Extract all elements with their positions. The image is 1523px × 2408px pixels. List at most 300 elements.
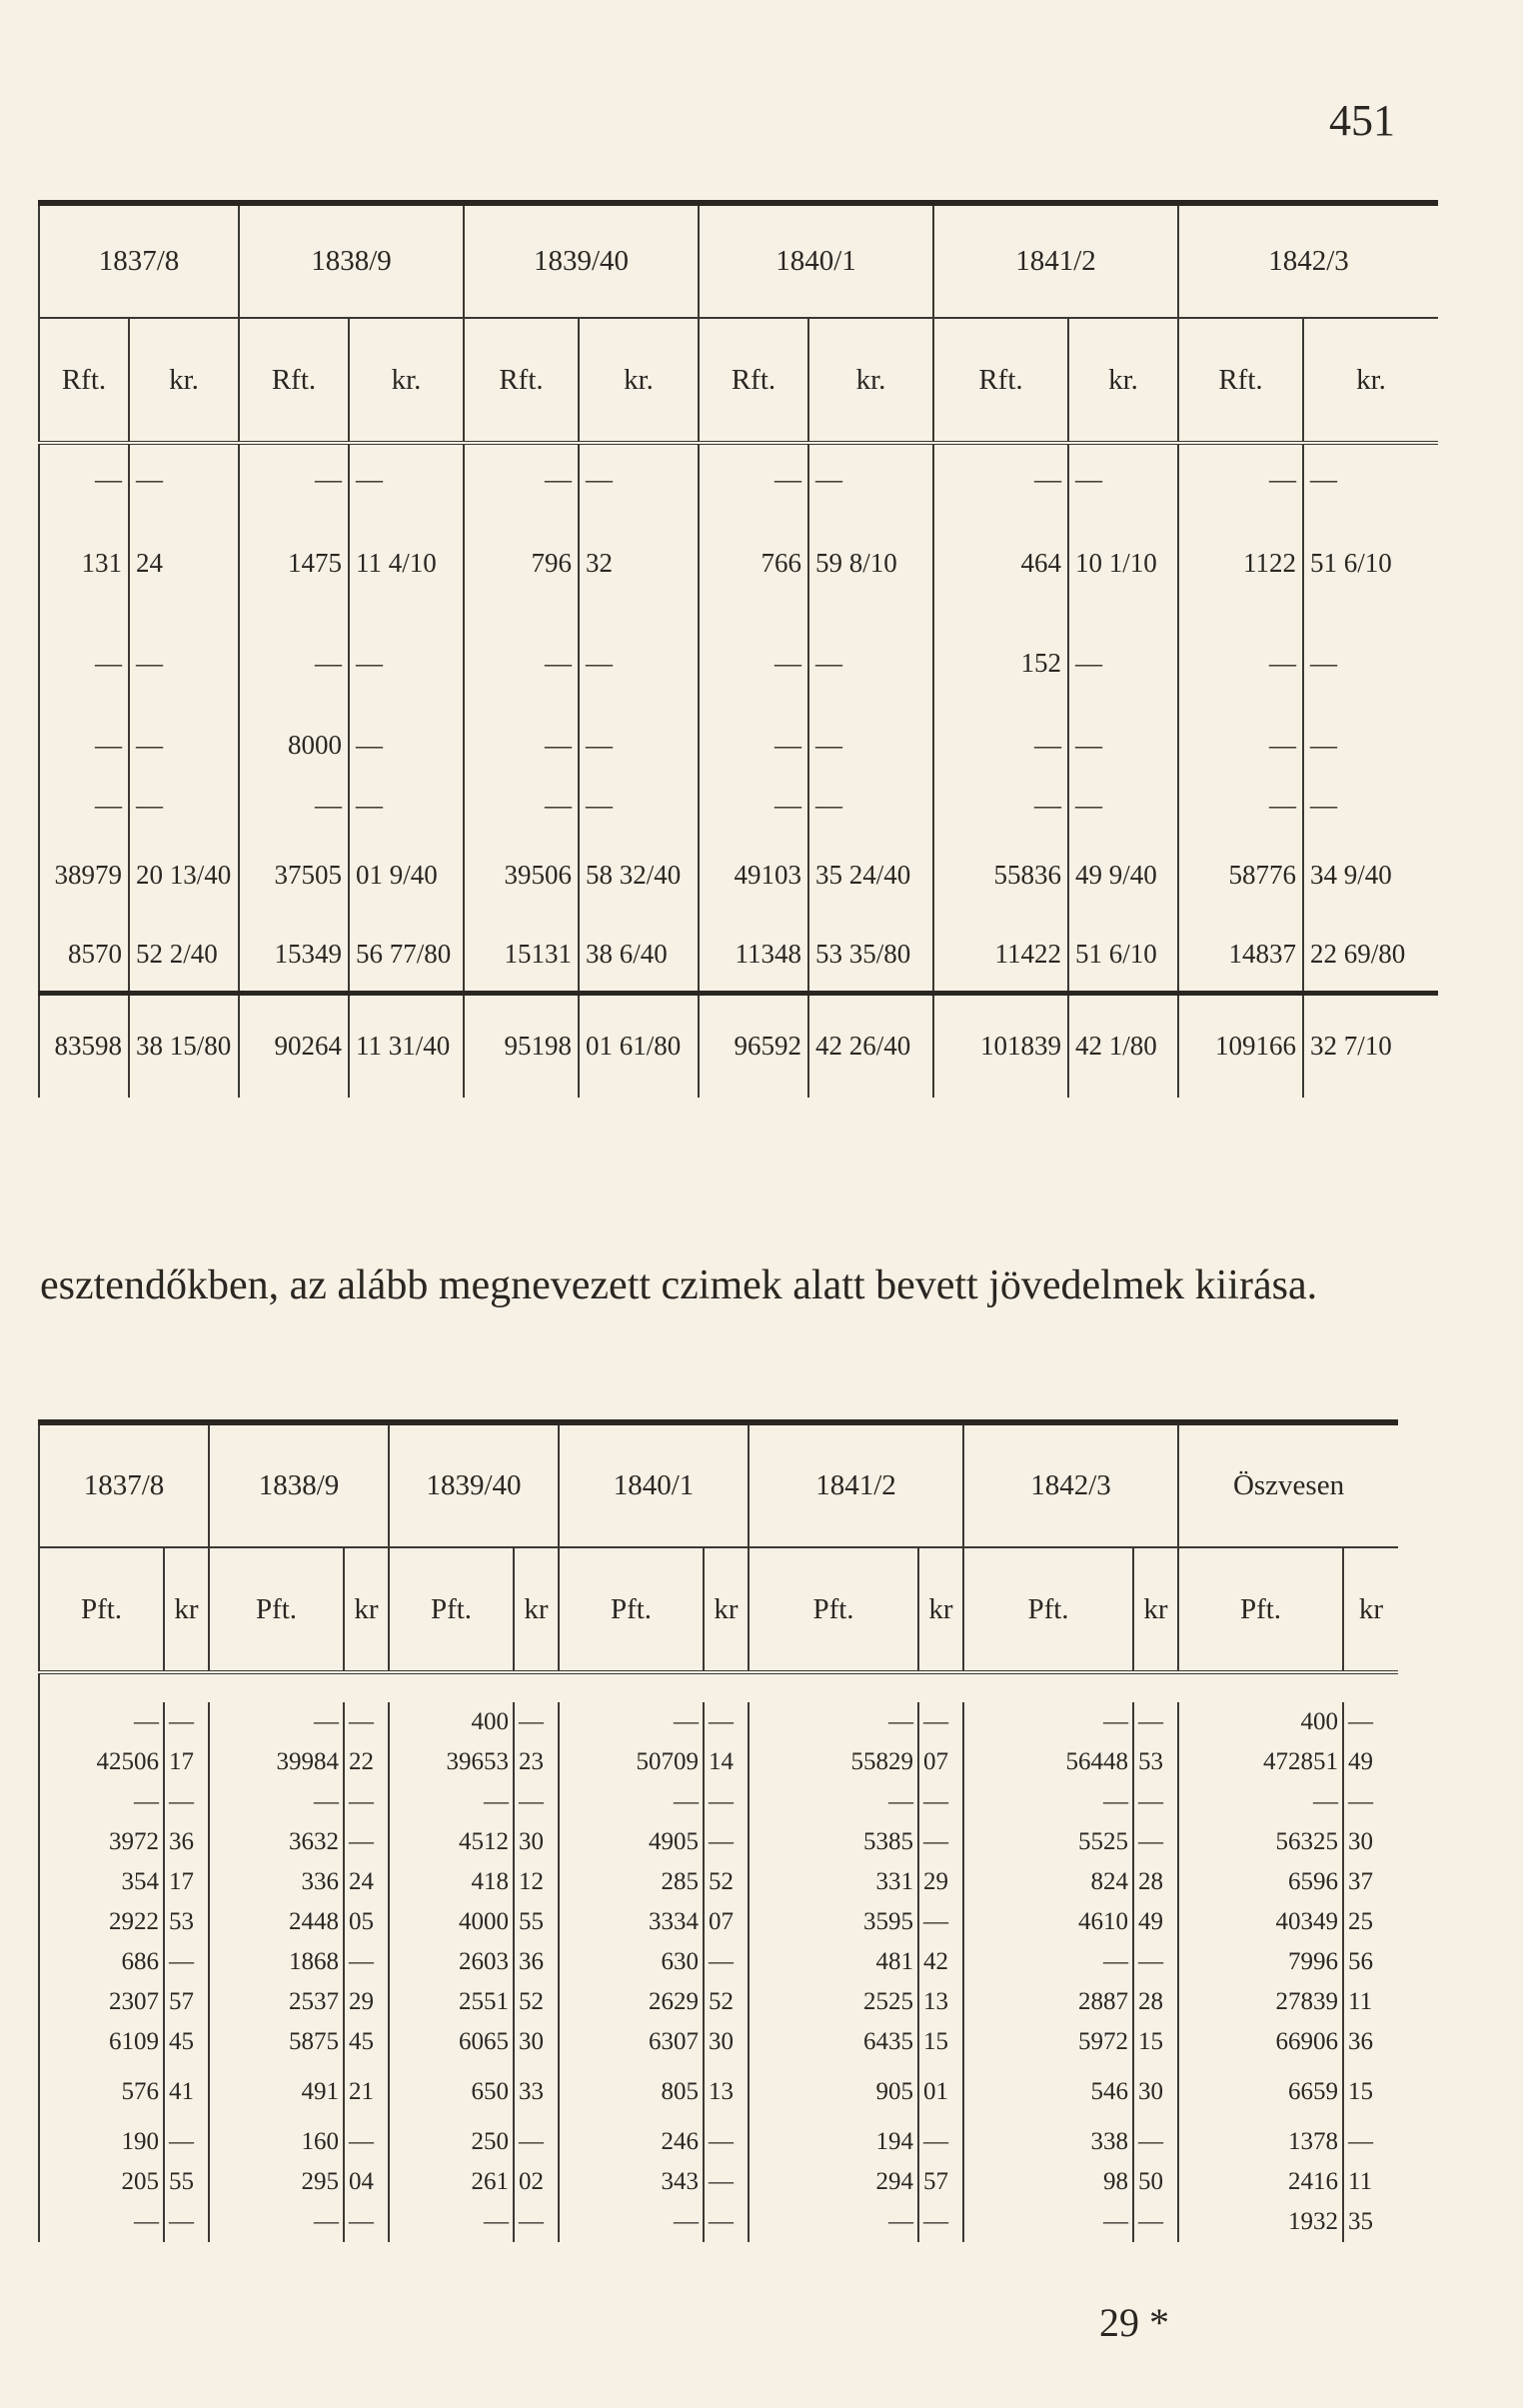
- table-cell: 50709: [559, 1742, 704, 1782]
- table-cell: —: [344, 1822, 389, 1862]
- revenue-table-top: [38, 200, 1438, 1098]
- table-cell: —: [514, 2122, 559, 2162]
- table-cell: 14837: [1178, 918, 1303, 993]
- table-cell: 42: [918, 1942, 963, 1982]
- table-cell: —: [464, 778, 579, 833]
- table-cell: 630: [559, 1942, 704, 1982]
- table-cell: 2448: [209, 1902, 344, 1942]
- table-cell: 3632: [209, 1822, 344, 1862]
- table-cell: 7996: [1178, 1942, 1343, 1982]
- table-cell: —: [1068, 443, 1178, 513]
- table-cell: 35: [1343, 2202, 1398, 2242]
- table-cell: —: [1303, 443, 1438, 513]
- table-row: [39, 918, 1438, 993]
- table-row: [39, 443, 1438, 513]
- table-cell: 2922: [39, 1902, 164, 1942]
- table-cell: —: [1303, 778, 1438, 833]
- table-cell: —: [963, 2202, 1133, 2242]
- unit-header: kr: [164, 1547, 209, 1672]
- table-cell: 24: [129, 513, 239, 613]
- table-cell: 11: [1343, 2162, 1398, 2202]
- table-cell: 13: [918, 1982, 963, 2022]
- table-cell: 464: [933, 513, 1068, 613]
- table-cell: 52: [514, 1982, 559, 2022]
- table-cell: 6596: [1178, 1862, 1343, 1902]
- table-cell: —: [918, 2122, 963, 2162]
- table-cell: —: [699, 778, 808, 833]
- table-cell: 30: [1343, 1822, 1398, 1862]
- table-cell: 56448: [963, 1742, 1133, 1782]
- table-cell: 481: [749, 1942, 918, 1982]
- table-cell: —: [933, 713, 1068, 778]
- table-cell: 52 2/40: [129, 918, 239, 993]
- total-cell: 01 61/80: [579, 993, 699, 1098]
- table-cell: 07: [704, 1902, 749, 1942]
- table-cell: 12: [514, 1862, 559, 1902]
- table-cell: 1932: [1178, 2202, 1343, 2242]
- table-cell: —: [209, 1782, 344, 1822]
- table-cell: 1378: [1178, 2122, 1343, 2162]
- table-cell: —: [559, 2202, 704, 2242]
- unit-header: kr: [704, 1547, 749, 1672]
- table-cell: 38979: [39, 833, 129, 918]
- table-cell: 38 6/40: [579, 918, 699, 993]
- table-cell: 49: [1343, 1742, 1398, 1782]
- table-cell: 39653: [389, 1742, 514, 1782]
- table-row: [39, 2162, 1398, 2202]
- table-cell: 30: [1133, 2062, 1178, 2122]
- year-header-row: [39, 1422, 1398, 1547]
- table-cell: —: [704, 1782, 749, 1822]
- table-cell: 11348: [699, 918, 808, 993]
- table-cell: —: [963, 1782, 1133, 1822]
- table-cell: —: [164, 2202, 209, 2242]
- table-cell: 2551: [389, 1982, 514, 2022]
- table-cell: 15: [918, 2022, 963, 2062]
- table-cell: —: [1133, 2122, 1178, 2162]
- table-cell: 98: [963, 2162, 1133, 2202]
- table-row: [39, 1782, 1398, 1822]
- table-cell: —: [1178, 613, 1303, 713]
- table-cell: —: [1133, 1942, 1178, 1982]
- year-header: 1838/9: [239, 203, 464, 318]
- unit-header: Pft.: [1178, 1547, 1343, 1672]
- table-cell: 766: [699, 513, 808, 613]
- total-cell: 83598: [39, 993, 129, 1098]
- table-cell: —: [699, 713, 808, 778]
- table-cell: —: [1133, 2202, 1178, 2242]
- table-cell: 576: [39, 2062, 164, 2122]
- unit-header: Rft.: [1178, 318, 1303, 443]
- table-cell: —: [1303, 713, 1438, 778]
- year-header: 1842/3: [963, 1422, 1178, 1547]
- unit-header: kr.: [1068, 318, 1178, 443]
- table-cell: 6065: [389, 2022, 514, 2062]
- table-cell: 55836: [933, 833, 1068, 918]
- table-row: [39, 1982, 1398, 2022]
- table-cell: 354: [39, 1862, 164, 1902]
- table-cell: 50: [1133, 2162, 1178, 2202]
- table-cell: 37: [1343, 1862, 1398, 1902]
- table-cell: 418: [389, 1862, 514, 1902]
- table-cell: 34 9/40: [1303, 833, 1438, 918]
- table-row: [39, 1862, 1398, 1902]
- unit-header: kr: [514, 1547, 559, 1672]
- total-cell: 96592: [699, 993, 808, 1098]
- year-header: 1840/1: [559, 1422, 749, 1547]
- table-cell: —: [704, 1822, 749, 1862]
- table-cell: —: [1133, 1822, 1178, 1862]
- table-cell: 15: [1343, 2062, 1398, 2122]
- table-cell: 21: [344, 2062, 389, 2122]
- table-cell: 400: [1178, 1702, 1343, 1742]
- year-header: Öszvesen: [1178, 1422, 1398, 1547]
- table-cell: —: [918, 1822, 963, 1862]
- table-row: [39, 833, 1438, 918]
- table-cell: —: [918, 1782, 963, 1822]
- table-cell: —: [164, 2122, 209, 2162]
- table-cell: —: [749, 1702, 918, 1742]
- table-row: [39, 513, 1438, 613]
- year-header-row: [39, 203, 1438, 318]
- table-cell: 2307: [39, 1982, 164, 2022]
- table-cell: 59 8/10: [808, 513, 933, 613]
- table-cell: 205: [39, 2162, 164, 2202]
- table-cell: 343: [559, 2162, 704, 2202]
- table-cell: 05: [344, 1902, 389, 1942]
- table-cell: 131: [39, 513, 129, 613]
- table-cell: 22 69/80: [1303, 918, 1438, 993]
- table-cell: 246: [559, 2122, 704, 2162]
- table-cell: —: [579, 778, 699, 833]
- table-cell: 53: [164, 1902, 209, 1942]
- table-cell: 8000: [239, 713, 349, 778]
- table-cell: —: [344, 1942, 389, 1982]
- table-cell: 5385: [749, 1822, 918, 1862]
- table-cell: 24: [344, 1862, 389, 1902]
- table-cell: —: [704, 2122, 749, 2162]
- table-cell: —: [1133, 1702, 1178, 1742]
- table-cell: —: [164, 1782, 209, 1822]
- unit-header: kr.: [579, 318, 699, 443]
- table-cell: 5972: [963, 2022, 1133, 2062]
- table-cell: 55829: [749, 1742, 918, 1782]
- table-cell: 49 9/40: [1068, 833, 1178, 918]
- table-cell: —: [933, 443, 1068, 513]
- table-cell: —: [918, 2202, 963, 2242]
- table-cell: 45: [164, 2022, 209, 2062]
- table-cell: 23: [514, 1742, 559, 1782]
- table-cell: 30: [704, 2022, 749, 2062]
- table-cell: 39506: [464, 833, 579, 918]
- table-cell: —: [1178, 713, 1303, 778]
- table-cell: 51 6/10: [1303, 513, 1438, 613]
- table-cell: 20 13/40: [129, 833, 239, 918]
- table-cell: —: [39, 1782, 164, 1822]
- table-cell: 472851: [1178, 1742, 1343, 1782]
- table-cell: —: [1343, 1782, 1398, 1822]
- table-cell: 5875: [209, 2022, 344, 2062]
- unit-header: kr.: [129, 318, 239, 443]
- year-header: 1839/40: [464, 203, 699, 318]
- unit-header-row: [39, 1547, 1398, 1672]
- table-cell: 15: [1133, 2022, 1178, 2062]
- table-cell: 11422: [933, 918, 1068, 993]
- table-cell: —: [579, 713, 699, 778]
- table-cell: 30: [514, 2022, 559, 2062]
- table-cell: —: [129, 713, 239, 778]
- table-cell: 285: [559, 1862, 704, 1902]
- table-cell: 2416: [1178, 2162, 1343, 2202]
- table-cell: 546: [963, 2062, 1133, 2122]
- table-cell: 152: [933, 613, 1068, 713]
- table-cell: 1475: [239, 513, 349, 613]
- table-cell: —: [129, 778, 239, 833]
- table-cell: 5525: [963, 1822, 1133, 1862]
- table-row: [39, 778, 1438, 833]
- table-cell: 250: [389, 2122, 514, 2162]
- table-cell: —: [349, 613, 464, 713]
- unit-header: kr.: [808, 318, 933, 443]
- table-row: [39, 1742, 1398, 1782]
- table-cell: 28: [1133, 1862, 1178, 1902]
- total-cell: 11 31/40: [349, 993, 464, 1098]
- table-row: [39, 613, 1438, 713]
- table-cell: —: [579, 613, 699, 713]
- table-cell: 686: [39, 1942, 164, 1982]
- table-cell: —: [749, 2202, 918, 2242]
- page-number: 451: [1329, 96, 1395, 145]
- table-cell: —: [808, 713, 933, 778]
- table-cell: 2629: [559, 1982, 704, 2022]
- table-cell: —: [349, 778, 464, 833]
- table-cell: —: [1178, 443, 1303, 513]
- table-cell: —: [389, 2202, 514, 2242]
- table-cell: 01: [918, 2062, 963, 2122]
- unit-header: Pft.: [389, 1547, 514, 1672]
- table-cell: 4000: [389, 1902, 514, 1942]
- table-cell: —: [39, 2202, 164, 2242]
- unit-header: Pft.: [559, 1547, 704, 1672]
- table-cell: —: [39, 778, 129, 833]
- table-cell: 824: [963, 1862, 1133, 1902]
- table-cell: —: [1178, 1782, 1343, 1822]
- table-cell: 400: [389, 1702, 514, 1742]
- table-cell: 194: [749, 2122, 918, 2162]
- table-cell: —: [699, 443, 808, 513]
- table-cell: 45: [344, 2022, 389, 2062]
- table-cell: 805: [559, 2062, 704, 2122]
- unit-header: Rft.: [933, 318, 1068, 443]
- table-cell: 41: [164, 2062, 209, 2122]
- table-cell: 57: [918, 2162, 963, 2202]
- table-cell: —: [704, 2162, 749, 2202]
- table-cell: —: [1068, 713, 1178, 778]
- table-cell: 52: [704, 1982, 749, 2022]
- table-row: [39, 1822, 1398, 1862]
- table-cell: 07: [918, 1742, 963, 1782]
- table-cell: 331: [749, 1862, 918, 1902]
- table-cell: 39984: [209, 1742, 344, 1782]
- revenue-table-bottom: [38, 1419, 1398, 2242]
- table-cell: 4512: [389, 1822, 514, 1862]
- table-cell: 56 77/80: [349, 918, 464, 993]
- table-row: [39, 1902, 1398, 1942]
- table-cell: 49103: [699, 833, 808, 918]
- table-cell: —: [699, 613, 808, 713]
- table-cell: —: [933, 778, 1068, 833]
- table-cell: —: [808, 443, 933, 513]
- table-cell: 37505: [239, 833, 349, 918]
- table-cell: 36: [164, 1822, 209, 1862]
- table-cell: —: [579, 443, 699, 513]
- table-cell: 6659: [1178, 2062, 1343, 2122]
- table-cell: —: [704, 1702, 749, 1742]
- table-cell: 2525: [749, 1982, 918, 2022]
- year-header: 1841/2: [933, 203, 1178, 318]
- table-cell: 6435: [749, 2022, 918, 2062]
- table-cell: —: [1068, 613, 1178, 713]
- table-cell: 56: [1343, 1942, 1398, 1982]
- table-row: [39, 2202, 1398, 2242]
- table-cell: 491: [209, 2062, 344, 2122]
- total-row: [39, 993, 1438, 1098]
- total-cell: 42 26/40: [808, 993, 933, 1098]
- total-cell: 90264: [239, 993, 349, 1098]
- table-cell: 17: [164, 1862, 209, 1902]
- table-cell: 49: [1133, 1902, 1178, 1942]
- table-cell: —: [209, 2202, 344, 2242]
- table-cell: 190: [39, 2122, 164, 2162]
- table-cell: —: [704, 2202, 749, 2242]
- table-cell: 28: [1133, 1982, 1178, 2022]
- spacer-row: [39, 1672, 1398, 1702]
- table-cell: 42506: [39, 1742, 164, 1782]
- table-cell: 13: [704, 2062, 749, 2122]
- year-header: 1841/2: [749, 1422, 963, 1547]
- unit-header-row: [39, 318, 1438, 443]
- table-cell: —: [239, 613, 349, 713]
- unit-header: Rft.: [39, 318, 129, 443]
- table-cell: 3595: [749, 1902, 918, 1942]
- table-cell: —: [704, 1942, 749, 1982]
- table-cell: 2887: [963, 1982, 1133, 2022]
- table-row: [39, 1942, 1398, 1982]
- table-cell: —: [1178, 778, 1303, 833]
- unit-header: kr: [918, 1547, 963, 1672]
- table-cell: 2603: [389, 1942, 514, 1982]
- year-header: 1842/3: [1178, 203, 1438, 318]
- table-cell: 3972: [39, 1822, 164, 1862]
- table-cell: —: [464, 713, 579, 778]
- table-cell: —: [1133, 1782, 1178, 1822]
- table-cell: 53 35/80: [808, 918, 933, 993]
- table-cell: 40349: [1178, 1902, 1343, 1942]
- table-cell: —: [344, 1702, 389, 1742]
- unit-header: Pft.: [749, 1547, 918, 1672]
- unit-header: Pft.: [39, 1547, 164, 1672]
- table-cell: —: [344, 1782, 389, 1822]
- table-cell: 29: [344, 1982, 389, 2022]
- table-cell: 01 9/40: [349, 833, 464, 918]
- table-cell: 02: [514, 2162, 559, 2202]
- unit-header: kr.: [1303, 318, 1438, 443]
- total-cell: 109166: [1178, 993, 1303, 1098]
- table-cell: 1868: [209, 1942, 344, 1982]
- table-cell: —: [349, 443, 464, 513]
- top-table-body: [39, 443, 1438, 993]
- total-cell: 32 7/10: [1303, 993, 1438, 1098]
- table-cell: 04: [344, 2162, 389, 2202]
- table-cell: 36: [514, 1942, 559, 1982]
- table-cell: —: [559, 1782, 704, 1822]
- table-cell: 53: [1133, 1742, 1178, 1782]
- table-cell: 1122: [1178, 513, 1303, 613]
- table-cell: —: [514, 1782, 559, 1822]
- table-cell: 32: [579, 513, 699, 613]
- table-cell: 6109: [39, 2022, 164, 2062]
- table-cell: —: [349, 713, 464, 778]
- total-cell: 42 1/80: [1068, 993, 1178, 1098]
- table-cell: —: [918, 1902, 963, 1942]
- table-cell: 295: [209, 2162, 344, 2202]
- table-cell: 338: [963, 2122, 1133, 2162]
- table-row: [39, 713, 1438, 778]
- table-cell: —: [129, 443, 239, 513]
- table-cell: —: [239, 778, 349, 833]
- table-cell: —: [918, 1702, 963, 1742]
- unit-header: kr: [1343, 1547, 1398, 1672]
- table-cell: 10 1/10: [1068, 513, 1178, 613]
- signature-mark: 29 *: [1099, 2300, 1169, 2345]
- table-cell: 25: [1343, 1902, 1398, 1942]
- table-cell: —: [808, 778, 933, 833]
- table-cell: 15349: [239, 918, 349, 993]
- unit-header: kr: [1133, 1547, 1178, 1672]
- unit-header: kr: [344, 1547, 389, 1672]
- table-cell: 29: [918, 1862, 963, 1902]
- table-cell: —: [129, 613, 239, 713]
- table-cell: 55: [164, 2162, 209, 2202]
- table-cell: 11: [1343, 1982, 1398, 2022]
- table-cell: 905: [749, 2062, 918, 2122]
- table-cell: —: [464, 613, 579, 713]
- table-cell: 3334: [559, 1902, 704, 1942]
- table-cell: 27839: [1178, 1982, 1343, 2022]
- unit-header: Pft.: [209, 1547, 344, 1672]
- table-cell: —: [963, 1702, 1133, 1742]
- total-cell: 101839: [933, 993, 1068, 1098]
- table-cell: —: [464, 443, 579, 513]
- table-row: [39, 2122, 1398, 2162]
- table-cell: —: [39, 443, 129, 513]
- table-cell: —: [963, 1942, 1133, 1982]
- table-cell: 6307: [559, 2022, 704, 2062]
- table-cell: 8570: [39, 918, 129, 993]
- table-cell: —: [514, 2202, 559, 2242]
- table-cell: 4610: [963, 1902, 1133, 1942]
- table-cell: —: [1068, 778, 1178, 833]
- table-cell: 51 6/10: [1068, 918, 1178, 993]
- table-cell: —: [389, 1782, 514, 1822]
- table-cell: —: [514, 1702, 559, 1742]
- table-cell: 58 32/40: [579, 833, 699, 918]
- table-cell: —: [1343, 2122, 1398, 2162]
- table-cell: 36: [1343, 2022, 1398, 2062]
- table-cell: 66906: [1178, 2022, 1343, 2062]
- table-cell: 33: [514, 2062, 559, 2122]
- table-cell: 55: [514, 1902, 559, 1942]
